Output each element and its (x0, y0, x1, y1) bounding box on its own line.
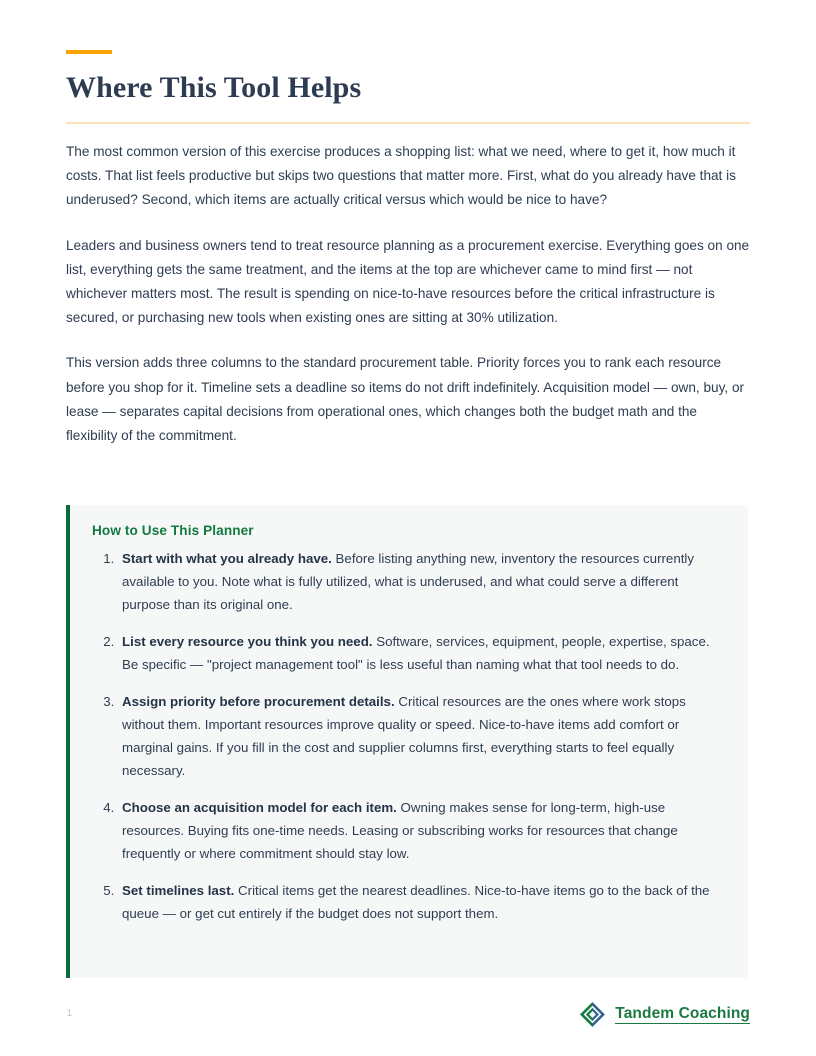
steps-list (92, 547, 724, 925)
step-lead: Assign priority before procurement details. (122, 694, 395, 709)
step-text: Before listing anything new, inventory the resources currently available to you. Note what is fully utilized, what is underused, and what could serve a different purpose than its original one. (122, 551, 695, 612)
paragraph-2: Leaders and business owners tend to treat resource planning as a procurement exercise. Everything goes on one list, everything gets the same treatment, and the items at the top are whichever came to mind first — not whichever matters most. The result is spending on nice-to-have resources before the critical infrastructure is secured, or purchasing new tools when existing ones are sitting at 30% utilization. (66, 237, 750, 326)
step-lead: List every resource you think you need. (122, 634, 373, 649)
diamond-logo-icon (579, 1001, 606, 1028)
step-text: Critical items get the nearest deadlines. Nice-to-have items go to the back of the queue — or get cut entirely if the budget does not support them. (122, 883, 710, 921)
step-text: Owning makes sense for long-term, high-use resources. Buying fits one-time needs. Leasing or subscribing works for resources that change frequently or where commitment should stay low. (122, 800, 678, 861)
page-title: Where This Tool Helps (66, 71, 362, 104)
list-item (118, 690, 724, 782)
list-item (118, 547, 724, 616)
step-lead: Set timelines last. (122, 883, 235, 898)
page-header (66, 50, 750, 124)
body-content (66, 140, 750, 448)
step-text: Software, services, equipment, people, expertise, space. Be specific — "project management tool" is less useful than naming what that tool needs to do. (122, 634, 710, 672)
step-lead: Start with what you already have. (122, 551, 332, 566)
paragraph-3: This version adds three columns to the standard procurement table. Priority forces you to rank each resource before you shop for it. Timeline sets a deadline so items do not drift indefinitely. Acquisition model — own, buy, or lease — separates capital decisions from operational ones, which changes both the budget math and the flexibility of the commitment. (66, 355, 745, 444)
paragraph-1: The most common version of this exercise produces a shopping list: what we need, where to get it, how much it costs. That list feels productive but skips two questions that matter more. First, what do you already have that is underused? Second, which items are actually critical versus which would be nice to have? (66, 144, 736, 208)
page-number: 1 (67, 1008, 73, 1018)
brand-name: Tandem Coaching (615, 1005, 750, 1024)
title-divider (66, 122, 750, 124)
list-item (118, 630, 724, 676)
step-text: Critical resources are the ones where work stops without them. Important resources improve quality or speed. Nice-to-have items add comfort or marginal gains. If you fill in the cost and supplier columns first, everything starts to feel equally necessary. (122, 694, 686, 778)
brand-footer (579, 1001, 750, 1028)
list-item (118, 796, 724, 865)
step-lead: Choose an acquisition model for each item. (122, 800, 397, 815)
accent-bar (66, 50, 112, 54)
how-to-callout (66, 505, 748, 978)
callout-title: How to Use This Planner (92, 523, 254, 538)
list-item (118, 879, 724, 925)
